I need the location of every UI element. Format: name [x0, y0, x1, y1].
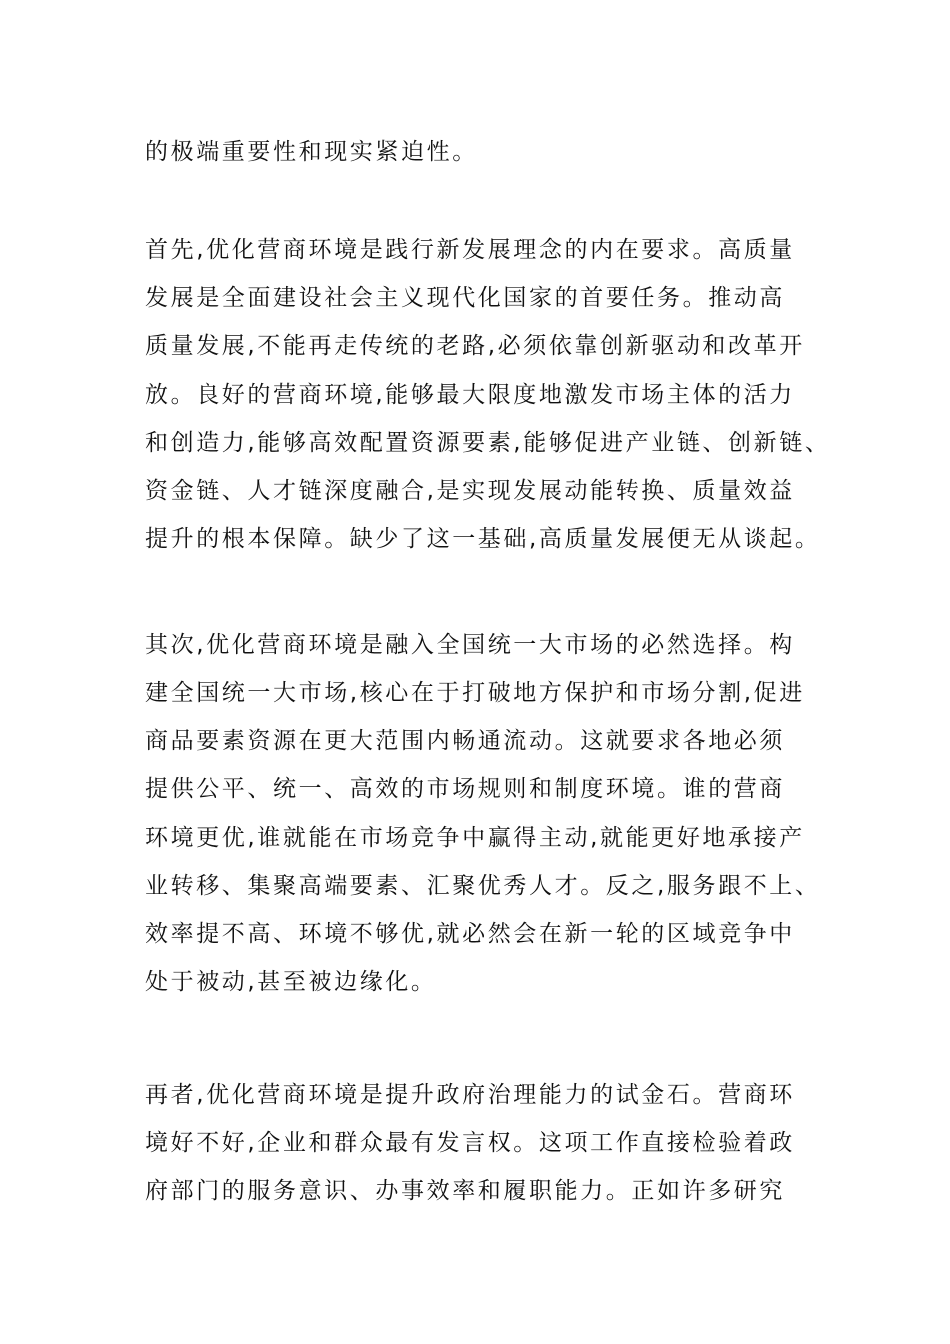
text-line: 效率提不高、环境不够优,就必然会在新一轮的区域竞争中 — [145, 921, 795, 947]
text-line: 处于被动,甚至被边缘化。 — [145, 969, 437, 995]
text-line: 首先,优化营商环境是践行新发展理念的内在要求。高质量 — [145, 237, 795, 263]
text-line: 和创造力,能够高效配置资源要素,能够促进产业链、创新链、 — [145, 430, 831, 456]
text-line: 商品要素资源在更大范围内畅通流动。这就要求各地必须 — [145, 728, 785, 754]
text-line: 环境更优,谁就能在市场竞争中赢得主动,就能更好地承接产 — [145, 825, 805, 851]
text-line: 资金链、人才链深度融合,是实现发展动能转换、质量效益 — [145, 478, 795, 504]
text-line: 建全国统一大市场,核心在于打破地方保护和市场分割,促进 — [145, 680, 805, 706]
text-line: 质量发展,不能再走传统的老路,必须依靠创新驱动和改革开 — [145, 333, 805, 359]
text-line: 提供公平、统一、高效的市场规则和制度环境。谁的营商 — [145, 776, 785, 802]
text-line: 提升的根本保障。缺少了这一基础,高质量发展便无从谈起。 — [145, 526, 821, 552]
text-line: 其次,优化营商环境是融入全国统一大市场的必然选择。构 — [145, 632, 795, 658]
text-line: 业转移、集聚高端要素、汇聚优秀人才。反之,服务跟不上、 — [145, 873, 821, 899]
text-line: 发展是全面建设社会主义现代化国家的首要任务。推动高 — [145, 285, 785, 311]
text-line: 放。良好的营商环境,能够最大限度地激发市场主体的活力 — [145, 382, 795, 408]
text-line: 的极端重要性和现实紧迫性。 — [145, 139, 478, 165]
text-line: 境好不好,企业和群众最有发言权。这项工作直接检验着政 — [145, 1130, 795, 1156]
text-line: 府部门的服务意识、办事效率和履职能力。正如许多研究 — [145, 1178, 785, 1204]
text-line: 再者,优化营商环境是提升政府治理能力的试金石。营商环 — [145, 1082, 795, 1108]
